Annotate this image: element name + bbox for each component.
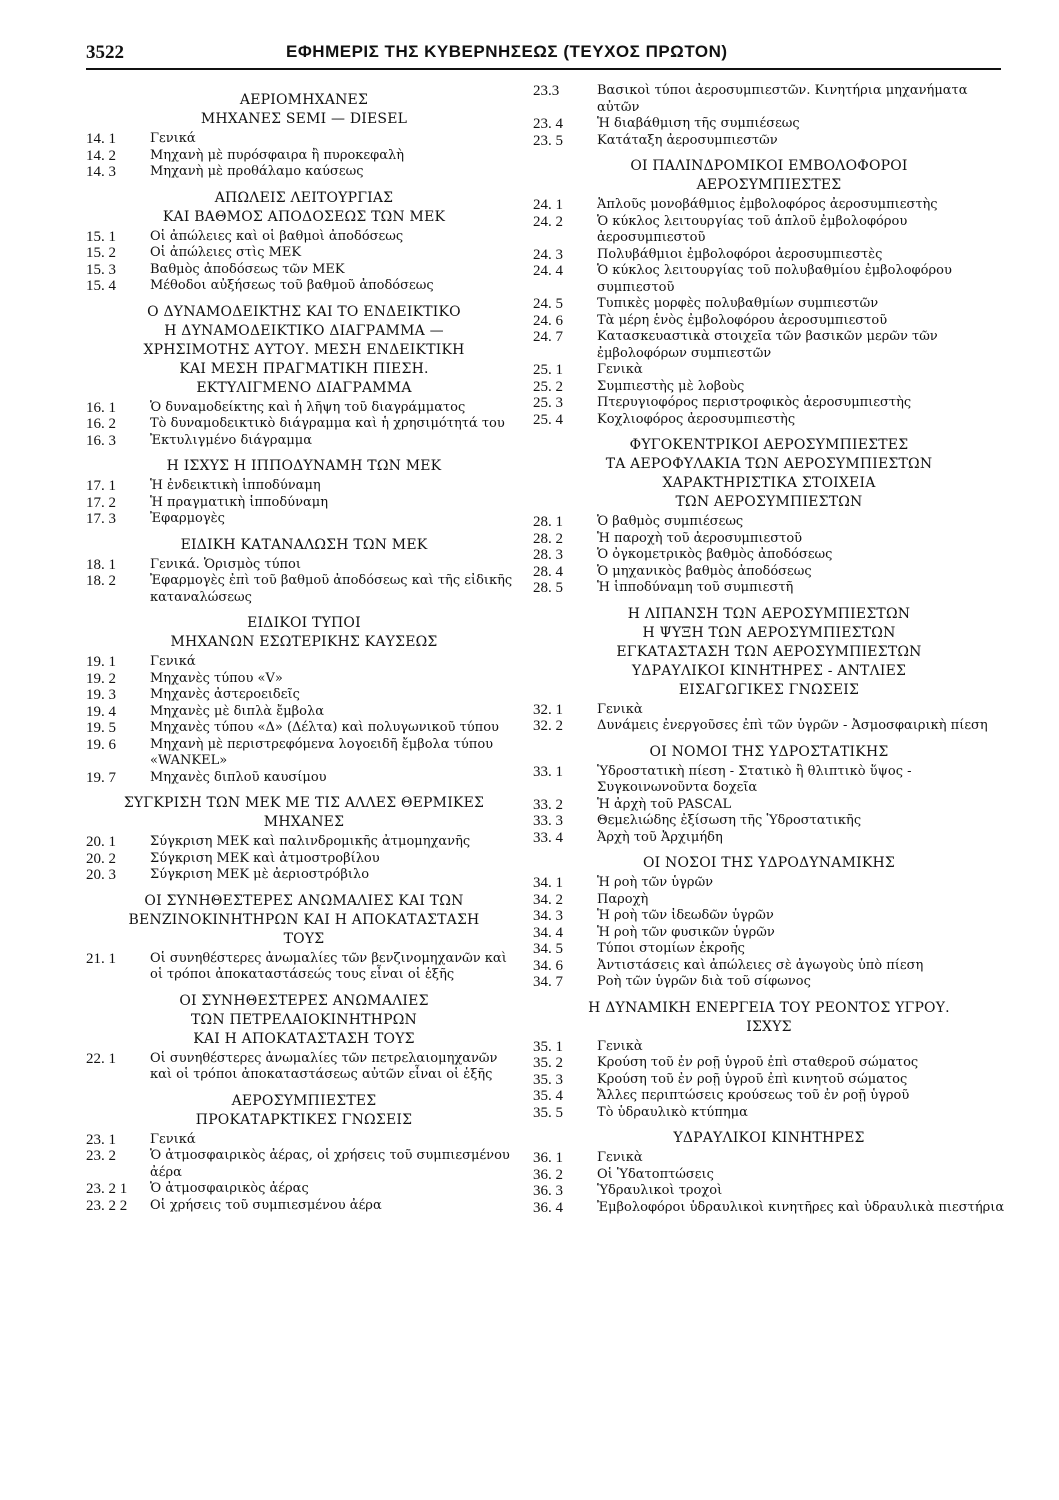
section-heading bbox=[86, 614, 522, 652]
item-text: Μηχανὴ μὲ πυρόσφαιρα ἢ πυροκεφαλὴ bbox=[150, 147, 405, 163]
toc-item bbox=[533, 133, 1005, 150]
toc-item bbox=[533, 580, 1005, 597]
heading-line: ΜΗΧΑΝΩΝ ΕΣΩΤΕΡΙΚΗΣ ΚΑΥΣΕΩΣ bbox=[170, 634, 438, 650]
heading-line: ΚΑΙ Η ΑΠΟΚΑΤΑΣΤΑΣΗ ΤΟΥΣ bbox=[193, 1030, 415, 1047]
item-text: Σύγκριση ΜΕΚ μὲ ἀεριοστρόβιλο bbox=[150, 867, 370, 882]
item-text: Γενικά bbox=[150, 654, 196, 669]
item-number: 19. 6 bbox=[86, 736, 116, 753]
toc-section bbox=[86, 189, 522, 295]
item-number: 34. 5 bbox=[533, 941, 563, 957]
heading-line: Η ΛΙΠΑΝΣΗ ΤΩΝ ΑΕΡΟΣΥΜΠΙΕΣΤΩΝ bbox=[627, 605, 911, 622]
item-number: 24. 3 bbox=[533, 246, 563, 263]
heading-line: ΕΓΚΑΤΑΣΤΑΣΗ ΤΩΝ ΑΕΡΟΣΥΜΠΙΕΣΤΩΝ bbox=[616, 643, 922, 660]
item-number: 22. 1 bbox=[86, 1050, 116, 1067]
toc-item bbox=[86, 278, 522, 295]
item-text: Ἐμβολοφόροι ὑδραυλικοὶ κινητῆρες καὶ ὑδραυλικὰ πιεστήρια bbox=[597, 1199, 1005, 1215]
item-text: Ἄλλες περιπτώσεις κρούσεως τοῦ ἐν ροῇ ὑγροῦ bbox=[597, 1088, 910, 1103]
item-number: 23. 2 bbox=[86, 1148, 116, 1164]
item-number: 35. 4 bbox=[533, 1088, 563, 1104]
item-text: Μηχανὴ μὲ προθάλαμο καύσεως bbox=[150, 164, 364, 179]
item-number: 19. 1 bbox=[86, 654, 116, 670]
item-number: 23. 2 2 bbox=[86, 1197, 128, 1214]
item-number: 18. 2 bbox=[86, 573, 116, 589]
toc-item bbox=[533, 764, 1005, 797]
heading-line: ΒΕΝΖΙΝΟΚΙΝΗΤΗΡΩΝ ΚΑΙ Η ΑΠΟΚΑΤΑΣΤΑΣΗ bbox=[128, 911, 480, 928]
item-text: Μηχανὲς τύπου «V» bbox=[150, 670, 283, 686]
toc-item bbox=[533, 830, 1005, 847]
toc-section bbox=[533, 999, 1005, 1122]
toc-item bbox=[86, 1148, 522, 1181]
heading-line: ΟΙ ΠΑΛΙΝΔΡΟΜΙΚΟΙ ΕΜΒΟΛΟΦΟΡΟΙ bbox=[630, 158, 908, 174]
item-number: 23.3 bbox=[533, 83, 560, 99]
item-number: 14. 1 bbox=[86, 131, 116, 147]
toc-item bbox=[86, 720, 522, 737]
heading-line: ΣΥΓΚΡΙΣΗ ΤΩΝ ΜΕΚ ΜΕ ΤΙΣ ΑΛΛΕΣ ΘΕΡΜΙΚΕΣ bbox=[123, 795, 485, 811]
item-number: 28. 3 bbox=[533, 547, 563, 563]
item-number: 21. 1 bbox=[86, 950, 116, 967]
toc-item bbox=[533, 908, 1005, 925]
section-heading bbox=[86, 794, 522, 832]
item-number: 24. 1 bbox=[533, 197, 563, 213]
item-text: Πολυβάθμιοι ἐμβολοφόροι ἀεροσυμπιεστὲς bbox=[597, 246, 883, 262]
heading-line: ΦΥΓΟΚΕΝΤΡΙΚΟΙ ΑΕΡΟΣΥΜΠΙΕΣΤΕΣ bbox=[629, 437, 909, 453]
toc-item bbox=[533, 329, 1005, 362]
heading-line: ΟΙ ΣΥΝΗΘΕΣΤΕΡΕΣ ΑΝΩΜΑΛΙΕΣ bbox=[179, 992, 429, 1009]
heading-line: ΚΑΙ ΜΕΣΗ ΠΡΑΓΜΑΤΙΚΗ ΠΙΕΣΗ. bbox=[179, 360, 429, 377]
item-number: 15. 2 bbox=[86, 245, 116, 261]
toc-item bbox=[533, 412, 1005, 429]
item-text: Ὁ κύκλος λειτουργίας τοῦ πολυβαθμίου ἐμβολοφόρου συμπιεστοῦ bbox=[597, 263, 952, 295]
heading-line: ΑΕΡΟΣΥΜΠΙΕΣΤΕΣ bbox=[696, 177, 842, 193]
item-number: 36. 2 bbox=[533, 1166, 563, 1183]
item-number: 34. 6 bbox=[533, 957, 563, 974]
heading-line: ΚΑΙ ΒΑΘΜΟΣ ΑΠΟΔΟΣΕΩΣ ΤΩΝ ΜΕΚ bbox=[162, 208, 446, 225]
item-text: Συμπιεστὴς μὲ λοβοὺς bbox=[597, 378, 745, 394]
item-text: Ἁπλοῦς μονοβάθμιος ἐμβολοφόρος ἀεροσυμπιεστὴς bbox=[597, 197, 938, 212]
item-number: 34. 7 bbox=[533, 974, 563, 990]
toc-item bbox=[533, 1072, 1005, 1089]
item-text: Κατασκευαστικὰ στοιχεῖα τῶν βασικῶν μερῶν τῶν ἐμβολοφόρων συμπιεστῶν bbox=[597, 329, 938, 361]
toc-item bbox=[86, 416, 522, 433]
item-number: 33. 1 bbox=[533, 763, 563, 780]
section-heading bbox=[533, 999, 1005, 1037]
item-number: 34. 2 bbox=[533, 891, 563, 908]
toc-item bbox=[86, 1198, 522, 1215]
item-text: Θεμελιώδης ἐξίσωση τῆς Ὑδροστατικῆς bbox=[597, 813, 862, 828]
toc-item bbox=[86, 1181, 522, 1198]
toc-item bbox=[86, 1051, 522, 1084]
item-number: 20. 2 bbox=[86, 850, 116, 867]
toc-item bbox=[86, 229, 522, 246]
heading-line: ΤΑ ΑΕΡΟΦΥΛΑΚΙΑ ΤΩΝ ΑΕΡΟΣΥΜΠΙΕΣΤΩΝ bbox=[605, 456, 933, 472]
item-text: Ἀντιστάσεις καὶ ἀπώλειες σὲ ἀγωγοὺς ὑπὸ πίεση bbox=[597, 957, 924, 973]
section-heading bbox=[86, 892, 522, 949]
toc-item bbox=[86, 704, 522, 721]
heading-line: Η ΔΥΝΑΜΙΚΗ ΕΝΕΡΓΕΙΑ ΤΟΥ ΡΕΟΝΤΟΣ ΥΓΡΟΥ. bbox=[588, 999, 950, 1016]
item-text: Μηχανὲς τύπου «Δ» (Δέλτα) καὶ πολυγωνικοῦ τύπου bbox=[150, 720, 499, 735]
item-text: Οἱ ἀπώλειες στὶς ΜΕΚ bbox=[150, 245, 302, 260]
item-text: Γενικὰ bbox=[597, 1038, 643, 1054]
toc-item bbox=[533, 379, 1005, 396]
item-number: 19. 2 bbox=[86, 670, 116, 687]
item-text: Βαθμὸς ἀποδόσεως τῶν ΜΕΚ bbox=[150, 261, 345, 277]
item-text: Σύγκριση ΜΕΚ καὶ ἀτμοστροβίλου bbox=[150, 850, 380, 866]
toc-item bbox=[86, 671, 522, 688]
item-text: Δυνάμεις ἐνεργοῦσες ἐπὶ τῶν ὑγρῶν - Ἀσμοσφαιρικὴ πίεση bbox=[597, 718, 988, 733]
item-number: 36. 1 bbox=[533, 1150, 563, 1166]
item-text: Ἀρχὴ τοῦ Ἀρχιμήδη bbox=[597, 829, 723, 845]
heading-line: ΕΙΣΑΓΩΓΙΚΕΣ ΓΝΩΣΕΙΣ bbox=[678, 681, 860, 698]
section-heading bbox=[86, 303, 522, 398]
toc-item bbox=[86, 770, 522, 787]
item-text: Ἡ ροὴ τῶν ἰδεωδῶν ὑγρῶν bbox=[597, 908, 774, 923]
item-text: Γενικὰ bbox=[597, 362, 643, 377]
heading-line: ΕΙΔΙΚΟΙ ΤΥΠΟΙ bbox=[247, 615, 361, 631]
toc-item bbox=[533, 116, 1005, 133]
item-number: 19. 7 bbox=[86, 769, 116, 786]
section-heading bbox=[533, 436, 1005, 512]
heading-line: ΟΙ ΣΥΝΗΘΕΣΤΕΡΕΣ ΑΝΩΜΑΛΙΕΣ ΚΑΙ ΤΩΝ bbox=[144, 892, 464, 909]
item-number: 28. 5 bbox=[533, 580, 563, 596]
heading-line: ΥΔΡΑΥΛΙΚΟΙ ΚΙΝΗΤΗΡΕΣ bbox=[673, 1130, 865, 1146]
item-number: 34. 3 bbox=[533, 908, 563, 924]
item-number: 17. 1 bbox=[86, 478, 116, 494]
heading-line: ΤΟΥΣ bbox=[283, 930, 325, 947]
item-number: 32. 2 bbox=[533, 718, 563, 734]
item-number: 24. 4 bbox=[533, 263, 563, 279]
item-text: Κρούση τοῦ ἐν ροῇ ὑγροῦ ἐπὶ κινητοῦ σώματος bbox=[597, 1071, 908, 1087]
item-text: Τύποι στομίων ἐκροῆς bbox=[597, 941, 745, 956]
item-text: Ἐφαρμογὲς ἐπὶ τοῦ βαθμοῦ ἀποδόσεως καὶ τῆς εἰδικῆς καταναλώσεως bbox=[150, 573, 513, 605]
item-number: 17. 2 bbox=[86, 494, 116, 511]
heading-line: Η ΔΥΝΑΜΟΔΕΙΚΤΙΚΟ ΔΙΑΓΡΑΜΜΑ — bbox=[164, 322, 444, 339]
heading-line: ΤΩΝ ΠΕΤΡΕΛΑΙΟΚΙΝΗΤΗΡΩΝ bbox=[191, 1011, 417, 1028]
toc-section bbox=[533, 854, 1005, 991]
item-number: 36. 4 bbox=[533, 1199, 563, 1216]
section-heading bbox=[86, 992, 522, 1049]
item-text: Ἡ διαβάθμιση τῆς συμπιέσεως bbox=[597, 116, 800, 131]
section-heading bbox=[533, 605, 1005, 700]
item-number: 15. 4 bbox=[86, 278, 116, 294]
left-column bbox=[86, 83, 522, 1218]
section-heading bbox=[86, 536, 522, 555]
item-number: 19. 4 bbox=[86, 703, 116, 720]
toc-item bbox=[533, 1105, 1005, 1122]
toc-section bbox=[86, 1092, 522, 1215]
toc-item bbox=[533, 1183, 1005, 1200]
item-number: 36. 3 bbox=[533, 1183, 563, 1199]
item-text: Ὑδροστατικὴ πίεση - Στατικὸ ἢ θλιπτικὸ ὕψος - Συγκοινωνοῦντα δοχεῖα bbox=[597, 763, 912, 795]
toc-section bbox=[533, 157, 1005, 428]
toc-section bbox=[86, 536, 522, 607]
heading-line: ΑΕΡΙΟΜΗΧΑΝΕΣ bbox=[239, 92, 369, 108]
toc-item bbox=[533, 564, 1005, 581]
heading-line: ΠΡΟΚΑΤΑΡΚΤΙΚΕΣ ΓΝΩΣΕΙΣ bbox=[195, 1111, 413, 1128]
item-text: Κατάταξη ἀεροσυμπιεστῶν bbox=[597, 132, 778, 148]
item-text: Παροχὴ bbox=[597, 891, 649, 907]
toc-item bbox=[533, 547, 1005, 564]
item-number: 34. 1 bbox=[533, 875, 563, 891]
item-text: Ὁ βαθμὸς συμπιέσεως bbox=[597, 514, 744, 529]
item-number: 24. 6 bbox=[533, 312, 563, 329]
item-number: 25. 4 bbox=[533, 411, 563, 428]
toc-item bbox=[86, 834, 522, 851]
section-heading bbox=[86, 457, 522, 476]
toc-item bbox=[533, 313, 1005, 330]
toc-item bbox=[533, 1200, 1005, 1217]
item-number: 17. 3 bbox=[86, 511, 116, 527]
toc-item bbox=[86, 400, 522, 417]
item-number: 33. 3 bbox=[533, 813, 563, 829]
toc-item bbox=[86, 511, 522, 528]
toc-item bbox=[533, 247, 1005, 264]
toc-section bbox=[86, 892, 522, 984]
section-heading bbox=[533, 854, 1005, 873]
heading-line: ΟΙ ΝΟΜΟΙ ΤΗΣ ΥΔΡΟΣΤΑΤΙΚΗΣ bbox=[649, 743, 889, 760]
heading-line: ΑΕΡΟΣΥΜΠΙΕΣΤΕΣ bbox=[231, 1092, 377, 1109]
toc-item bbox=[533, 925, 1005, 942]
toc-item bbox=[86, 495, 522, 512]
toc-item bbox=[533, 1055, 1005, 1072]
item-number: 35. 2 bbox=[533, 1055, 563, 1071]
toc-item bbox=[533, 958, 1005, 975]
item-number: 19. 5 bbox=[86, 720, 116, 736]
toc-item bbox=[533, 83, 1005, 116]
heading-line: ΥΔΡΑΥΛΙΚΟΙ ΚΙΝΗΤΗΡΕΣ - ΑΝΤΛΙΕΣ bbox=[631, 662, 907, 679]
item-text: Ὁ δυναμοδείκτης καὶ ἡ λῆψη τοῦ διαγράμματος bbox=[150, 399, 466, 415]
item-text: Πτερυγιοφόρος περιστροφικὸς ἀεροσυμπιεστὴς bbox=[597, 395, 912, 410]
toc-item bbox=[533, 892, 1005, 909]
toc-item bbox=[533, 395, 1005, 412]
page-header bbox=[86, 40, 1001, 68]
item-text: Οἱ ἀπώλειες καὶ οἱ βαθμοὶ ἀποδόσεως bbox=[150, 228, 404, 244]
item-text: Ἡ ἐνδεικτικὴ ἱπποδύναμη bbox=[150, 478, 321, 493]
item-text: Σύγκριση ΜΕΚ καὶ παλινδρομικῆς ἀτμομηχανῆς bbox=[150, 834, 471, 849]
item-number: 15. 1 bbox=[86, 228, 116, 245]
item-number: 16. 2 bbox=[86, 416, 116, 432]
item-number: 28. 4 bbox=[533, 563, 563, 580]
toc-item bbox=[533, 296, 1005, 313]
section-heading bbox=[86, 91, 522, 129]
item-text: Γενικά. Ὁρισμὸς τύποι bbox=[150, 556, 301, 572]
heading-line: Η ΨΥΞΗ ΤΩΝ ΑΕΡΟΣΥΜΠΙΕΣΤΩΝ bbox=[642, 624, 896, 641]
toc-section bbox=[533, 605, 1005, 735]
toc-item bbox=[533, 875, 1005, 892]
section-heading bbox=[533, 157, 1005, 195]
heading-line: ΑΠΩΛΕΙΣ ΛΕΙΤΟΥΡΓΙΑΣ bbox=[214, 189, 394, 206]
heading-line: ΧΑΡΑΚΤΗΡΙΣΤΙΚΑ ΣΤΟΙΧΕΙΑ bbox=[662, 475, 876, 491]
toc-item bbox=[86, 148, 522, 165]
item-number: 33. 4 bbox=[533, 829, 563, 846]
item-text: Ἐκτυλιγμένο διάγραμμα bbox=[150, 432, 313, 448]
item-text: Ὁ μηχανικὸς βαθμὸς ἀποδόσεως bbox=[597, 563, 812, 579]
toc-item bbox=[86, 557, 522, 574]
item-text: Ὁ κύκλος λειτουργίας τοῦ ἁπλοῦ ἐμβολοφόρου ἀεροσυμπιεστοῦ bbox=[597, 213, 908, 245]
toc-item bbox=[86, 164, 522, 181]
toc-section bbox=[86, 992, 522, 1084]
toc-section bbox=[533, 1129, 1005, 1216]
page-number: 3522 bbox=[86, 42, 124, 63]
toc-item bbox=[533, 1150, 1005, 1167]
toc-item bbox=[533, 941, 1005, 958]
item-number: 24. 5 bbox=[533, 296, 563, 312]
toc-item bbox=[86, 1132, 522, 1149]
item-text: Ὑδραυλικοὶ τροχοὶ bbox=[597, 1183, 723, 1198]
item-text: Μηχανὲς ἀστεροειδεῖς bbox=[150, 687, 300, 702]
item-text: Οἱ συνηθέστερες ἀνωμαλίες τῶν βενζινομηχανῶν καὶ οἱ τρόποι ἀποκαταστάσεώς τους εἶναι οἱ ἑξῆς bbox=[150, 950, 507, 982]
toc-section bbox=[86, 614, 522, 786]
section-heading bbox=[533, 1129, 1005, 1148]
item-number: 14. 3 bbox=[86, 164, 116, 180]
item-text: Ἡ παροχὴ τοῦ ἀεροσυμπιεστοῦ bbox=[597, 530, 803, 546]
item-text: Οἱ συνηθέστερες ἀνωμαλίες τῶν πετρελαιομηχανῶν καὶ οἱ τρόποι ἀποκαταστάσεως αὐτῶν εἶναι οἱ ἑξῆς bbox=[150, 1050, 498, 1082]
item-number: 23. 2 1 bbox=[86, 1181, 128, 1197]
toc-item bbox=[533, 702, 1005, 719]
heading-line: ΕΚΤΥΛΙΓΜΕΝΟ ΔΙΑΓΡΑΜΜΑ bbox=[196, 379, 412, 396]
item-text: Ἡ ροὴ τῶν φυσικῶν ὑγρῶν bbox=[597, 924, 775, 940]
item-text: Μηχανὲς μὲ διπλὰ ἔμβολα bbox=[150, 703, 325, 719]
item-text: Ροὴ τῶν ὑγρῶν διὰ τοῦ σίφωνος bbox=[597, 974, 811, 989]
heading-line: ΕΙΔΙΚΗ ΚΑΤΑΝΑΛΩΣΗ ΤΩΝ ΜΕΚ bbox=[180, 536, 428, 553]
heading-line: ΤΩΝ ΑΕΡΟΣΥΜΠΙΕΣΤΩΝ bbox=[675, 494, 863, 510]
toc-section bbox=[86, 457, 522, 528]
toc-item bbox=[86, 478, 522, 495]
toc-item bbox=[533, 1039, 1005, 1056]
item-text: Ἡ πραγματικὴ ἱπποδύναμη bbox=[150, 494, 328, 510]
toc-section bbox=[86, 794, 522, 884]
section-heading bbox=[86, 189, 522, 227]
item-number: 35. 1 bbox=[533, 1038, 563, 1055]
toc-item bbox=[533, 362, 1005, 379]
section-heading bbox=[86, 1092, 522, 1130]
heading-line: ΜΗΧΑΝΕΣ bbox=[263, 814, 345, 830]
item-number: 15. 3 bbox=[86, 261, 116, 278]
toc-item bbox=[533, 813, 1005, 830]
item-number: 18. 1 bbox=[86, 556, 116, 573]
item-number: 28. 2 bbox=[533, 530, 563, 547]
toc-item bbox=[533, 1167, 1005, 1184]
toc-item bbox=[86, 433, 522, 450]
toc-item bbox=[533, 214, 1005, 247]
item-text: Οἱ χρήσεις τοῦ συμπιεσμένου ἀέρα bbox=[150, 1197, 382, 1213]
item-text: Μέθοδοι αὐξήσεως τοῦ βαθμοῦ ἀποδόσεως bbox=[150, 278, 434, 293]
toc-item bbox=[533, 797, 1005, 814]
section-heading bbox=[533, 743, 1005, 762]
item-number: 16. 1 bbox=[86, 399, 116, 416]
heading-line: Ο ΔΥΝΑΜΟΔΕΙΚΤΗΣ ΚΑΙ ΤΟ ΕΝΔΕΙΚΤΙΚΟ bbox=[147, 303, 461, 320]
item-number: 25. 1 bbox=[533, 362, 563, 378]
item-text: Τὸ ὑδραυλικὸ κτύπημα bbox=[597, 1104, 748, 1120]
toc-item bbox=[86, 245, 522, 262]
toc-item bbox=[86, 951, 522, 984]
item-number: 19. 3 bbox=[86, 687, 116, 703]
toc-item bbox=[86, 573, 522, 606]
item-number: 33. 2 bbox=[533, 796, 563, 813]
toc-section bbox=[86, 91, 522, 181]
item-text: Ὁ ἀτμοσφαιρικὸς ἀέρας bbox=[150, 1181, 309, 1196]
item-number: 24. 7 bbox=[533, 329, 563, 345]
item-text: Ἡ ροὴ τῶν ὑγρῶν bbox=[597, 875, 714, 890]
toc-item bbox=[86, 262, 522, 279]
item-number: 32. 1 bbox=[533, 701, 563, 718]
heading-line: ΧΡΗΣΙΜΟΤΗΣ ΑΥΤΟΥ. ΜΕΣΗ ΕΝΔΕΙΚΤΙΚΗ bbox=[143, 341, 465, 358]
toc-item bbox=[533, 263, 1005, 296]
item-number: 25. 2 bbox=[533, 378, 563, 395]
item-text: Τὸ δυναμοδεικτικὸ διάγραμμα καὶ ἡ χρησιμότητά του bbox=[150, 416, 505, 431]
heading-line: ΙΣΧΥΣ bbox=[746, 1018, 792, 1035]
item-number: 16. 3 bbox=[86, 432, 116, 449]
item-number: 24. 2 bbox=[533, 213, 563, 230]
item-text: Μηχανὴ μὲ περιστρεφόμενα λογοειδῆ ἔμβολα τύπου «WANKEL» bbox=[150, 736, 494, 768]
toc-item bbox=[533, 1088, 1005, 1105]
item-number: 23. 1 bbox=[86, 1131, 116, 1148]
item-text: Κρούση τοῦ ἐν ροῇ ὑγροῦ ἐπὶ σταθεροῦ σώματος bbox=[597, 1055, 919, 1070]
item-text: Ἡ ἱπποδύναμη τοῦ συμπιεστῆ bbox=[597, 580, 794, 595]
item-number: 35. 3 bbox=[533, 1071, 563, 1088]
item-number: 34. 4 bbox=[533, 924, 563, 941]
toc-section bbox=[533, 83, 1005, 149]
item-number: 14. 2 bbox=[86, 147, 116, 164]
item-text: Ὁ ἀτμοσφαιρικὸς ἀέρας, οἱ χρήσεις τοῦ συμπιεσμένου ἀέρα bbox=[150, 1148, 510, 1180]
header-rule bbox=[86, 68, 1001, 70]
item-text: Τὰ μέρη ἑνὸς ἐμβολοφόρου ἀεροσυμπιεστοῦ bbox=[597, 312, 888, 328]
item-number: 23. 4 bbox=[533, 116, 563, 132]
item-text: Ἐφαρμογὲς bbox=[150, 511, 225, 526]
toc-item bbox=[533, 514, 1005, 531]
item-number: 35. 5 bbox=[533, 1104, 563, 1121]
item-text: Μηχανὲς διπλοῦ καυσίμου bbox=[150, 769, 327, 785]
right-column bbox=[533, 83, 1005, 1220]
heading-line: ΟΙ ΝΟΣΟΙ ΤΗΣ ΥΔΡΟΔΥΝΑΜΙΚΗΣ bbox=[642, 855, 896, 871]
item-text: Γενικὰ bbox=[597, 701, 643, 717]
toc-item bbox=[86, 654, 522, 671]
toc-section bbox=[533, 743, 1005, 847]
toc-section bbox=[86, 303, 522, 450]
toc-item bbox=[533, 718, 1005, 735]
item-text: Κοχλιοφόρος ἀεροσυμπιεστὴς bbox=[597, 411, 796, 427]
item-text: Γενικὰ bbox=[597, 1150, 643, 1165]
item-text: Γενικά bbox=[150, 131, 196, 146]
item-text: Γενικά bbox=[150, 1131, 196, 1147]
toc-section bbox=[533, 436, 1005, 597]
item-text: Οἱ Ὑδατοπτώσεις bbox=[597, 1166, 714, 1182]
toc-item bbox=[86, 131, 522, 148]
toc-item bbox=[533, 197, 1005, 214]
item-text: Βασικοὶ τύποι ἀεροσυμπιεστῶν. Κινητήρια μηχανήματα αὐτῶν bbox=[597, 83, 968, 115]
item-number: 28. 1 bbox=[533, 514, 563, 530]
toc-item bbox=[86, 687, 522, 704]
running-head: ΕΦΗΜΕΡΙΣ ΤΗΣ ΚΥΒΕΡΝΗΣΕΩΣ (ΤΕΥΧΟΣ ΠΡΩΤΟΝ) bbox=[286, 42, 728, 61]
item-number: 20. 1 bbox=[86, 834, 116, 850]
toc-item bbox=[86, 737, 522, 770]
toc-item bbox=[86, 867, 522, 884]
toc-item bbox=[533, 974, 1005, 991]
toc-item bbox=[86, 851, 522, 868]
item-number: 23. 5 bbox=[533, 132, 563, 149]
item-text: Τυπικὲς μορφὲς πολυβαθμίων συμπιεστῶν bbox=[597, 296, 879, 311]
heading-line: ΜΗΧΑΝΕΣ SEMI — DIESEL bbox=[200, 111, 408, 127]
item-text: Ὁ ὀγκομετρικὸς βαθμὸς ἀποδόσεως bbox=[597, 547, 833, 562]
item-number: 20. 3 bbox=[86, 867, 116, 883]
item-text: Ἡ ἀρχὴ τοῦ PASCAL bbox=[597, 796, 732, 812]
item-number: 25. 3 bbox=[533, 395, 563, 411]
toc-item bbox=[533, 531, 1005, 548]
heading-line: Η ΙΣΧΥΣ Η ΙΠΠΟΔΥΝΑΜΗ ΤΩΝ ΜΕΚ bbox=[166, 458, 442, 474]
